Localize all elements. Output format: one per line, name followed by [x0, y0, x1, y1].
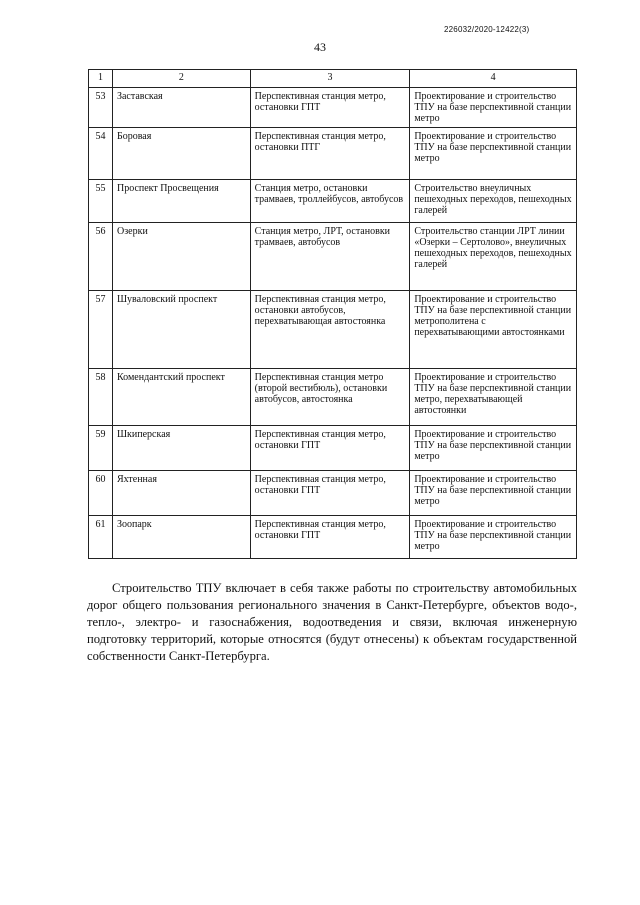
station-name-cell: Яхтенная: [112, 471, 250, 516]
page-number: 43: [314, 40, 326, 54]
table-row: [89, 426, 577, 471]
infrastructure-cell: Перспективная станция метро, остановки ГПТ: [250, 426, 410, 471]
row-number-cell: 56: [89, 223, 113, 291]
table-header-row: [89, 70, 577, 88]
row-number-cell: 54: [89, 128, 113, 180]
activity-cell: Строительство внеуличных пешеходных переходов, пешеходных галерей: [410, 180, 577, 223]
station-name-cell: Проспект Просвещения: [112, 180, 250, 223]
activity-cell: Проектирование и строительство ТПУ на базе перспективной станции метро: [410, 128, 577, 180]
column-header: 3: [250, 70, 410, 88]
infrastructure-cell: Перспективная станция метро (второй вестибюль), остановки автобусов, автостоянка: [250, 369, 410, 426]
row-number-cell: 59: [89, 426, 113, 471]
activity-cell: Строительство станции ЛРТ линии «Озерки – Сертолово», внеуличных пешеходных переходов, пешеходных галерей: [410, 223, 577, 291]
station-name-cell: Боровая: [112, 128, 250, 180]
document-id: 226032/2020-12422(3): [444, 25, 530, 34]
infrastructure-cell: Перспективная станция метро, остановки ГПТ: [250, 471, 410, 516]
activity-cell: Проектирование и строительство ТПУ на базе перспективной станции метро: [410, 516, 577, 559]
row-number-cell: 60: [89, 471, 113, 516]
infrastructure-cell: Перспективная станция метро, остановки автобусов, перехватывающая автостоянка: [250, 291, 410, 369]
station-name-cell: Шкиперская: [112, 426, 250, 471]
activity-cell: Проектирование и строительство ТПУ на базе перспективной станции метро: [410, 88, 577, 128]
body-paragraph: Строительство ТПУ включает в себя также работы по строительству автомобильных дорог общего пользования регионального значения в Санкт-Петербурге, объектов водо-, тепло-, электро- и газоснабжения, водоотведения и связи, включая инженерную подготовку территорий, которые относятся (будут отнесены) к объектам государственной собственности Санкт-Петербурга.: [87, 581, 577, 663]
table-row: [89, 291, 577, 369]
table-row: [89, 516, 577, 559]
station-name-cell: Шуваловский проспект: [112, 291, 250, 369]
row-number-cell: 57: [89, 291, 113, 369]
row-number-cell: 58: [89, 369, 113, 426]
station-name-cell: Озерки: [112, 223, 250, 291]
table-row: [89, 128, 577, 180]
infrastructure-cell: Станция метро, ЛРТ, остановки трамваев, автобусов: [250, 223, 410, 291]
table-row: [89, 180, 577, 223]
table-row: [89, 88, 577, 128]
infrastructure-cell: Перспективная станция метро, остановки ГПТ: [250, 516, 410, 559]
infrastructure-cell: Перспективная станция метро, остановки ПТГ: [250, 128, 410, 180]
row-number-cell: 61: [89, 516, 113, 559]
row-number-cell: 53: [89, 88, 113, 128]
activity-cell: Проектирование и строительство ТПУ на базе перспективной станции метрополитена с перехватывающими автостоянками: [410, 291, 577, 369]
table-row: [89, 223, 577, 291]
station-name-cell: Комендантский проспект: [112, 369, 250, 426]
row-number-cell: 55: [89, 180, 113, 223]
table-row: [89, 369, 577, 426]
table-row: [89, 471, 577, 516]
station-name-cell: Зоопарк: [112, 516, 250, 559]
infrastructure-cell: Станция метро, остановки трамваев, троллейбусов, автобусов: [250, 180, 410, 223]
activity-cell: Проектирование и строительство ТПУ на базе перспективной станции метро, перехватывающей автостоянки: [410, 369, 577, 426]
column-header: 4: [410, 70, 577, 88]
station-name-cell: Заставская: [112, 88, 250, 128]
activity-cell: Проектирование и строительство ТПУ на базе перспективной станции метро: [410, 426, 577, 471]
column-header: 2: [112, 70, 250, 88]
column-header: 1: [89, 70, 113, 88]
activity-cell: Проектирование и строительство ТПУ на базе перспективной станции метро: [410, 471, 577, 516]
infrastructure-cell: Перспективная станция метро, остановки ГПТ: [250, 88, 410, 128]
tpu-table: [88, 69, 577, 559]
